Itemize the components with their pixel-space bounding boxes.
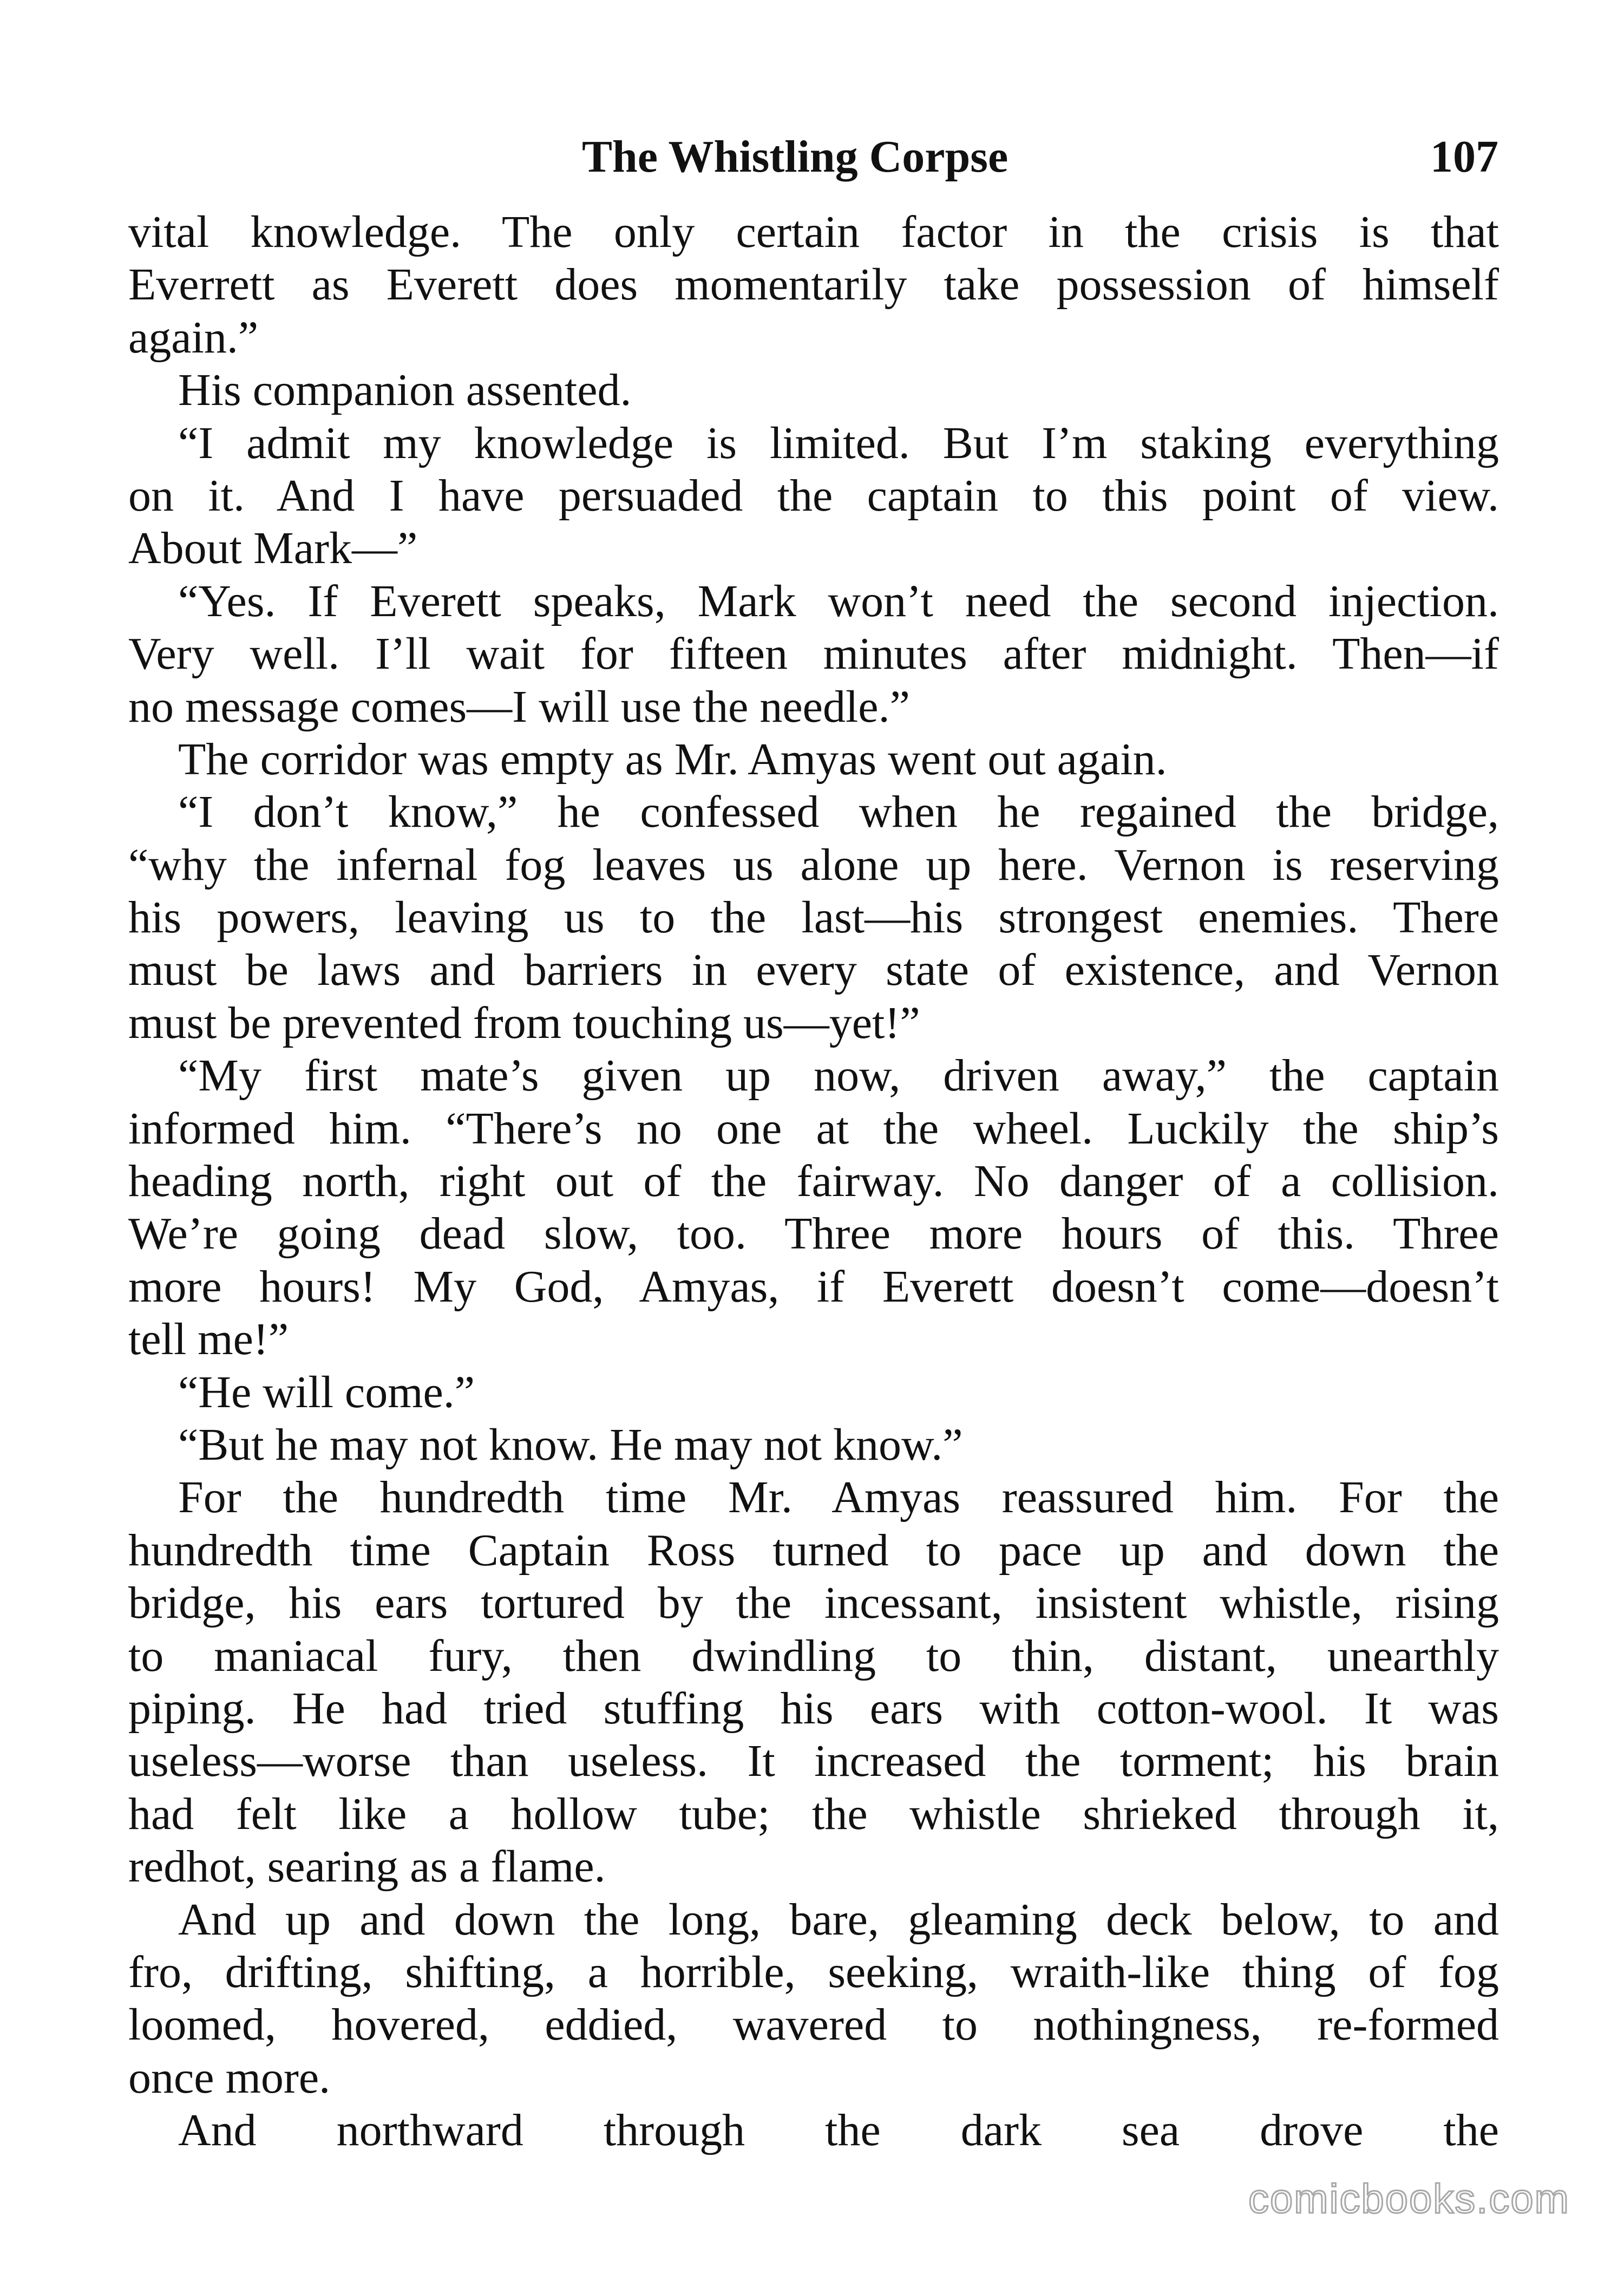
- text-line: The corridor was empty as Mr. Amyas went out again.: [178, 734, 1167, 785]
- text-line: “why the infernal fog leaves us alone up here. Vernon is reserving: [128, 839, 1499, 890]
- text-line: useless—worse than useless. It increased the torment; his brain: [128, 1736, 1499, 1787]
- text-line: once more.: [128, 2052, 331, 2103]
- text-line: hundredth time Captain Ross turned to pace up and down the: [128, 1525, 1499, 1576]
- text-line: His companion assented.: [178, 365, 632, 416]
- text-line: heading north, right out of the fairway. No danger of a collision.: [128, 1156, 1499, 1207]
- text-line: “He will come.”: [178, 1367, 475, 1417]
- text-line: fro, drifting, shifting, a horrible, seeking, wraith-like thing of fog: [128, 1946, 1499, 1997]
- text-line: vital knowledge. The only certain factor in the crisis is that: [128, 207, 1499, 257]
- text-line: must be laws and barriers in every state of existence, and Vernon: [128, 945, 1499, 996]
- text-line: “My first mate’s given up now, driven away,” the captain: [178, 1050, 1499, 1101]
- text-line: loomed, hovered, eddied, wavered to nothingness, re-formed: [128, 1999, 1499, 2050]
- text-line: tell me!”: [128, 1314, 289, 1365]
- text-line: “But he may not know. He may not know.”: [178, 1419, 963, 1470]
- text-line: “I admit my knowledge is limited. But I’m staking everything: [178, 417, 1499, 468]
- text-line: Everrett as Everett does momentarily take possession of himself: [128, 259, 1499, 310]
- text-line: again.”: [128, 312, 259, 363]
- text-line: informed him. “There’s no one at the wheel. Luckily the ship’s: [128, 1103, 1499, 1154]
- text-line: “I don’t know,” he confessed when he regained the bridge,: [178, 787, 1499, 838]
- page-number: 107: [1430, 132, 1498, 182]
- text-line: And northward through the dark sea drove the: [178, 2105, 1499, 2156]
- text-line: to maniacal fury, then dwindling to thin, distant, unearthly: [128, 1630, 1499, 1681]
- text-line: no message comes—I will use the needle.”: [128, 681, 910, 732]
- text-line: piping. He had tried stuffing his ears with cotton-wool. It was: [128, 1683, 1499, 1734]
- text-line: had felt like a hollow tube; the whistle shrieked through it,: [128, 1788, 1499, 1839]
- text-line: And up and down the long, bare, gleaming deck below, to and: [178, 1894, 1499, 1945]
- text-line: We’re going dead slow, too. Three more hours of this. Three: [128, 1208, 1499, 1259]
- watermark: comicbooks.com: [1248, 2176, 1570, 2222]
- text-line: About Mark—”: [128, 523, 418, 574]
- running-head-title: The Whistling Corpse: [582, 132, 1009, 182]
- text-line: must be prevented from touching us—yet!”: [128, 997, 920, 1048]
- text-line: on it. And I have persuaded the captain to this point of view.: [128, 470, 1499, 521]
- text-line: more hours! My God, Amyas, if Everett doesn’t come—doesn’t: [128, 1261, 1499, 1312]
- text-line: his powers, leaving us to the last—his strongest enemies. There: [128, 892, 1499, 943]
- text-line: bridge, his ears tortured by the incessant, insistent whistle, rising: [128, 1578, 1499, 1629]
- text-line: redhot, searing as a flame.: [128, 1841, 606, 1892]
- text-line: “Yes. If Everett speaks, Mark won’t need the second injection.: [178, 576, 1499, 626]
- text-line: Very well. I’ll wait for fifteen minutes after midnight. Then—if: [128, 629, 1499, 679]
- body-text: [128, 206, 1499, 2157]
- text-line: For the hundredth time Mr. Amyas reassured him. For the: [178, 1472, 1499, 1523]
